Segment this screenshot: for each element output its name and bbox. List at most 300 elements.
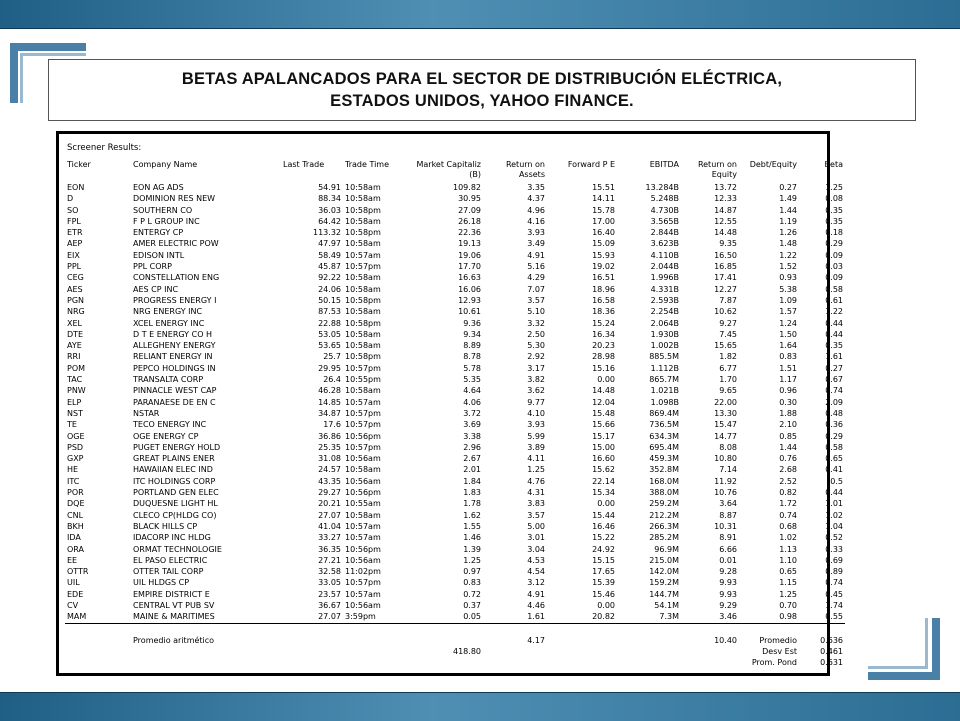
- cell-forward-pe: 16.34: [592, 329, 615, 339]
- cell-beta: 0.55: [825, 612, 843, 622]
- cell-beta: 0.65: [825, 454, 843, 464]
- cell-market-cap: 9.34: [463, 329, 481, 339]
- cell-trade-time: 10:55am: [345, 499, 381, 509]
- cell-forward-pe: 16.58: [592, 295, 615, 305]
- cell-ebitda: 2.064B: [650, 318, 679, 328]
- table-row: [65, 498, 845, 509]
- cell-roa: 4.31: [527, 488, 545, 498]
- cell-beta: 0.08: [825, 194, 843, 204]
- table-row: [65, 442, 845, 453]
- header-company[interactable]: Company Name: [133, 160, 198, 169]
- cell-roa: 5.99: [527, 431, 545, 441]
- cell-market-cap: 2.67: [463, 454, 481, 464]
- cell-trade-time: 10:58pm: [345, 295, 381, 305]
- cell-roa: 4.37: [527, 194, 545, 204]
- cell-company: UIL HLDGS CP: [133, 578, 190, 588]
- header-ebitda[interactable]: EBITDA: [649, 160, 679, 169]
- cell-roe: 7.14: [719, 465, 737, 475]
- cell-market-cap: 9.36: [463, 318, 481, 328]
- cell-ticker: RRI: [67, 352, 81, 362]
- cell-forward-pe: 24.92: [592, 544, 615, 554]
- cell-beta: 0.69: [825, 555, 843, 565]
- cell-debt-equity: 0.83: [779, 352, 797, 362]
- cell-last-trade: 33.27: [318, 533, 341, 543]
- cell-ticker: OTTR: [67, 567, 89, 577]
- cell-forward-pe: 15.24: [592, 318, 615, 328]
- cell-forward-pe: 15.16: [592, 363, 615, 373]
- cell-ticker: ELP: [67, 397, 82, 407]
- cell-last-trade: 88.34: [318, 194, 341, 204]
- header-debt-equity[interactable]: Debt/Equity: [749, 160, 797, 169]
- cell-trade-time: 3:59pm: [345, 612, 376, 622]
- cell-market-cap: 5.78: [463, 363, 481, 373]
- summary-stat-value: 0.631: [820, 658, 843, 668]
- cell-roe: 14.77: [714, 431, 737, 441]
- cell-last-trade: 43.35: [318, 476, 341, 486]
- cell-roe: 16.85: [714, 262, 737, 272]
- cell-company: PARANAESE DE EN C: [133, 397, 216, 407]
- cell-company: AES CP INC: [133, 284, 179, 294]
- cell-market-cap: 3.72: [463, 408, 481, 418]
- corner-bracket-bottom-right: [868, 666, 928, 669]
- cell-ticker: EE: [67, 555, 78, 565]
- cell-debt-equity: 1.15: [779, 578, 797, 588]
- cell-trade-time: 10:57am: [345, 589, 381, 599]
- cell-ebitda: 865.7M: [649, 375, 679, 385]
- cell-ticker: EON: [67, 183, 85, 192]
- summary-row-market-cap: [65, 646, 845, 657]
- cell-roe: 12.33: [714, 194, 737, 204]
- cell-ebitda: 869.4M: [649, 408, 679, 418]
- slide-title-box: [48, 59, 916, 121]
- cell-roa: 3.93: [527, 420, 545, 430]
- cell-forward-pe: 15.22: [592, 533, 615, 543]
- cell-roa: 5.16: [527, 262, 545, 272]
- cell-debt-equity: 0.68: [779, 521, 797, 531]
- cell-beta: 0.35: [825, 216, 843, 226]
- cell-market-cap: 30.95: [458, 194, 481, 204]
- cell-trade-time: 10:57pm: [345, 420, 381, 430]
- cell-last-trade: 33.05: [318, 578, 341, 588]
- cell-company: ORMAT TECHNOLOGIE: [133, 544, 222, 554]
- cell-debt-equity: 1.26: [779, 228, 797, 238]
- cell-debt-equity: 0.27: [779, 183, 797, 192]
- table-row: [65, 577, 845, 588]
- cell-ticker: FPL: [67, 216, 81, 226]
- cell-roa: 3.04: [527, 544, 545, 554]
- cell-roe: 8.91: [719, 533, 737, 543]
- cell-roa: 1.61: [527, 612, 545, 622]
- cell-last-trade: 17.6: [323, 420, 341, 430]
- cell-ticker: CEG: [67, 273, 84, 283]
- cell-roe: 9.29: [719, 600, 737, 610]
- cell-market-cap: 19.13: [458, 239, 481, 249]
- cell-company: XCEL ENERGY INC: [133, 318, 205, 328]
- cell-last-trade: 23.57: [318, 589, 341, 599]
- cell-debt-equity: 1.24: [779, 318, 797, 328]
- cell-company: RELIANT ENERGY IN: [133, 352, 213, 362]
- cell-forward-pe: 14.48: [592, 386, 615, 396]
- cell-market-cap: 0.05: [463, 612, 481, 622]
- cell-beta: 1.22: [825, 307, 843, 317]
- cell-debt-equity: 0.76: [779, 454, 797, 464]
- cell-roe: 7.45: [719, 329, 737, 339]
- cell-forward-pe: 17.65: [592, 567, 615, 577]
- cell-ticker: CNL: [67, 510, 84, 520]
- cell-roa: 3.35: [527, 183, 545, 192]
- cell-trade-time: 10:58am: [345, 273, 381, 283]
- table-row: [65, 363, 845, 374]
- cell-last-trade: 36.35: [318, 544, 341, 554]
- table-header-row: [65, 160, 845, 182]
- table-row: [65, 555, 845, 566]
- cell-beta: 0.5: [830, 476, 843, 486]
- cell-roa: 4.16: [527, 216, 545, 226]
- cell-beta: 0.33: [825, 544, 843, 554]
- cell-debt-equity: 1.49: [779, 194, 797, 204]
- cell-roa: 3.83: [527, 499, 545, 509]
- cell-roa: 3.57: [527, 295, 545, 305]
- cell-trade-time: 10:56am: [345, 555, 381, 565]
- cell-debt-equity: 1.48: [779, 239, 797, 249]
- cell-company: DUQUESNE LIGHT HL: [133, 499, 218, 509]
- cell-market-cap: 1.39: [463, 544, 481, 554]
- cell-company: EON AG ADS: [133, 183, 184, 192]
- cell-trade-time: 10:56pm: [345, 431, 381, 441]
- cell-market-cap: 0.83: [463, 578, 481, 588]
- cell-roa: 3.17: [527, 363, 545, 373]
- cell-beta: 0.35: [825, 341, 843, 351]
- cell-forward-pe: 20.23: [592, 341, 615, 351]
- cell-ebitda: 144.7M: [649, 589, 679, 599]
- cell-company: PROGRESS ENERGY I: [133, 295, 217, 305]
- table-row: [65, 544, 845, 555]
- cell-roe: 13.30: [714, 408, 737, 418]
- cell-ebitda: 142.0M: [649, 567, 679, 577]
- cell-ebitda: 212.2M: [649, 510, 679, 520]
- cell-market-cap: 17.70: [458, 262, 481, 272]
- cell-ebitda: 352.8M: [649, 465, 679, 475]
- cell-trade-time: 11:02pm: [345, 567, 381, 577]
- cell-company: CONSTELLATION ENG: [133, 273, 220, 283]
- cell-roa: 4.46: [527, 600, 545, 610]
- cell-roe: 6.66: [719, 544, 737, 554]
- cell-ticker: D: [67, 194, 74, 204]
- cell-debt-equity: 1.25: [779, 589, 797, 599]
- screener-table: [65, 160, 845, 669]
- cell-roe: 9.28: [719, 567, 737, 577]
- cell-beta: 0.18: [825, 228, 843, 238]
- cell-roe: 14.87: [714, 205, 737, 215]
- table-row: [65, 295, 845, 306]
- cell-ebitda: 285.2M: [649, 533, 679, 543]
- cell-ticker: EIX: [67, 250, 80, 260]
- cell-trade-time: 10:58am: [345, 465, 381, 475]
- cell-market-cap: 26.18: [458, 216, 481, 226]
- cell-roe: 7.87: [719, 295, 737, 305]
- cell-last-trade: 64.42: [318, 216, 341, 226]
- table-row: [65, 306, 845, 317]
- cell-last-trade: 58.49: [318, 250, 341, 260]
- cell-company: CLECO CP(HLDG CO): [133, 510, 217, 520]
- cell-beta: 0.09: [825, 250, 843, 260]
- cell-beta: 0.03: [825, 262, 843, 272]
- cell-market-cap: 3.69: [463, 420, 481, 430]
- cell-market-cap: 0.97: [463, 567, 481, 577]
- table-row: [65, 340, 845, 351]
- cell-ticker: TE: [67, 420, 77, 430]
- cell-company: EMPIRE DISTRICT E: [133, 589, 210, 599]
- header-forward-pe[interactable]: Forward P E: [567, 160, 615, 169]
- cell-ticker: TAC: [67, 375, 83, 385]
- cell-roe: 10.76: [714, 488, 737, 498]
- corner-bracket-top-left: [20, 53, 23, 103]
- cell-ticker: MAM: [67, 612, 87, 622]
- cell-roa: 4.53: [527, 555, 545, 565]
- cell-forward-pe: 12.04: [592, 397, 615, 407]
- cell-roe: 9.65: [719, 386, 737, 396]
- summary-stat-value: 0.636: [820, 635, 843, 645]
- cell-ticker: PPL: [67, 262, 82, 272]
- cell-beta: 0.09: [825, 273, 843, 283]
- cell-beta: 0.27: [825, 363, 843, 373]
- header-beta[interactable]: Beta: [824, 160, 843, 169]
- corner-bracket-bottom-right: [868, 672, 940, 680]
- table-row: [65, 464, 845, 475]
- cell-ticker: UIL: [67, 578, 80, 588]
- cell-roa: 4.29: [527, 273, 545, 283]
- cell-forward-pe: 16.40: [592, 228, 615, 238]
- cell-beta: 0.44: [825, 329, 843, 339]
- cell-ebitda: 2.844B: [650, 228, 679, 238]
- cell-forward-pe: 15.15: [592, 555, 615, 565]
- cell-ebitda: 259.2M: [649, 499, 679, 509]
- cell-last-trade: 25.7: [323, 352, 341, 362]
- header-trade-time[interactable]: Trade Time: [345, 160, 390, 169]
- slide-title-line-1: BETAS APALANCADOS PARA EL SECTOR DE DISTRIBUCIÓN ELÉCTRICA,: [181, 70, 783, 88]
- cell-roe: 8.08: [719, 442, 737, 452]
- cell-company: HAWAIIAN ELEC IND: [133, 465, 213, 475]
- cell-company: ITC HOLDINGS CORP: [133, 476, 216, 486]
- screener-label: Screener Results:: [67, 143, 142, 153]
- cell-trade-time: 10:58am: [345, 216, 381, 226]
- cell-last-trade: 46.28: [318, 386, 341, 396]
- cell-beta: 0.44: [825, 488, 843, 498]
- cell-forward-pe: 16.46: [592, 521, 615, 531]
- cell-roe: 0.01: [719, 555, 737, 565]
- cell-ticker: POR: [67, 488, 84, 498]
- cell-trade-time: 10:58am: [345, 510, 381, 520]
- bottom-banner: [0, 692, 960, 721]
- cell-roa: 4.91: [527, 589, 545, 599]
- cell-roa: 5.10: [527, 307, 545, 317]
- table-row: [65, 589, 845, 600]
- header-market-cap[interactable]: Market Capitaliz (B): [416, 160, 481, 179]
- table-row: [65, 216, 845, 227]
- cell-company: ENTERGY CP: [133, 228, 184, 238]
- cell-last-trade: 36.67: [318, 600, 341, 610]
- cell-ebitda: 13.284B: [645, 183, 679, 192]
- cell-ebitda: 2.254B: [650, 307, 679, 317]
- cell-market-cap: 1.62: [463, 510, 481, 520]
- cell-trade-time: 10:58pm: [345, 205, 381, 215]
- cell-roe: 15.65: [714, 341, 737, 351]
- cell-trade-time: 10:57pm: [345, 363, 381, 373]
- cell-ticker: ETR: [67, 228, 83, 238]
- cell-last-trade: 20.21: [318, 499, 341, 509]
- cell-last-trade: 27.07: [318, 612, 341, 622]
- cell-company: SOUTHERN CO: [133, 205, 193, 215]
- cell-roe: 11.92: [714, 476, 737, 486]
- header-last-trade[interactable]: Last Trade: [283, 160, 325, 169]
- cell-company: TECO ENERGY INC: [133, 420, 207, 430]
- cell-roe: 1.82: [719, 352, 737, 362]
- cell-last-trade: 92.22: [318, 273, 341, 283]
- cell-beta: 0.89: [825, 567, 843, 577]
- header-roa[interactable]: Return on Assets: [505, 160, 545, 179]
- cell-last-trade: 53.65: [318, 341, 341, 351]
- corner-bracket-bottom-right: [932, 618, 940, 680]
- cell-ebitda: 215.0M: [649, 555, 679, 565]
- cell-ticker: NRG: [67, 307, 85, 317]
- cell-market-cap: 0.37: [463, 600, 481, 610]
- cell-roe: 12.27: [714, 284, 737, 294]
- cell-forward-pe: 15.17: [592, 431, 615, 441]
- cell-ticker: GXP: [67, 454, 84, 464]
- cell-last-trade: 24.57: [318, 465, 341, 475]
- cell-last-trade: 31.08: [318, 454, 341, 464]
- cell-trade-time: 10:57am: [345, 521, 381, 531]
- summary-roe-avg: 10.40: [714, 635, 737, 645]
- cell-debt-equity: 1.09: [779, 295, 797, 305]
- table-row: [65, 600, 845, 611]
- cell-debt-equity: 0.30: [779, 397, 797, 407]
- cell-roe: 15.47: [714, 420, 737, 430]
- cell-ticker: IDA: [67, 533, 81, 543]
- cell-ticker: EDE: [67, 589, 84, 599]
- table-row: [65, 238, 845, 249]
- cell-trade-time: 10:57am: [345, 397, 381, 407]
- cell-company: BLACK HILLS CP: [133, 521, 198, 531]
- cell-roe: 9.35: [719, 239, 737, 249]
- cell-forward-pe: 0.00: [597, 499, 615, 509]
- cell-debt-equity: 0.70: [779, 600, 797, 610]
- cell-roa: 4.54: [527, 567, 545, 577]
- cell-roe: 12.55: [714, 216, 737, 226]
- cell-last-trade: 45.87: [318, 262, 341, 272]
- cell-company: F P L GROUP INC: [133, 216, 200, 226]
- cell-trade-time: 10:58pm: [345, 318, 381, 328]
- cell-forward-pe: 18.36: [592, 307, 615, 317]
- cell-beta: 0.36: [825, 420, 843, 430]
- table-row: [65, 205, 845, 216]
- cell-forward-pe: 16.60: [592, 454, 615, 464]
- cell-ebitda: 1.996B: [650, 273, 679, 283]
- cell-beta: 0.58: [825, 442, 843, 452]
- cell-roa: 3.93: [527, 228, 545, 238]
- cell-ticker: DTE: [67, 329, 84, 339]
- cell-debt-equity: 1.50: [779, 329, 797, 339]
- cell-debt-equity: 1.02: [779, 533, 797, 543]
- cell-roe: 13.72: [714, 183, 737, 192]
- cell-company: MAINE & MARITIMES: [133, 612, 215, 622]
- corner-bracket-top-left: [10, 43, 18, 103]
- cell-trade-time: 10:56am: [345, 476, 381, 486]
- cell-forward-pe: 15.44: [592, 510, 615, 520]
- header-roe[interactable]: Return on Equity: [697, 160, 737, 179]
- cell-debt-equity: 0.93: [779, 273, 797, 283]
- cell-last-trade: 27.07: [318, 510, 341, 520]
- cell-last-trade: 14.85: [318, 397, 341, 407]
- cell-roa: 7.07: [527, 284, 545, 294]
- cell-beta: 0.58: [825, 284, 843, 294]
- cell-market-cap: 109.82: [453, 183, 481, 192]
- table-row: [65, 329, 845, 340]
- cell-ticker: ORA: [67, 544, 85, 554]
- cell-roa: 3.01: [527, 533, 545, 543]
- cell-debt-equity: 1.52: [779, 262, 797, 272]
- table-row: [65, 261, 845, 272]
- summary-row-pond: [65, 657, 845, 668]
- cell-roe: 10.80: [714, 454, 737, 464]
- cell-market-cap: 3.38: [463, 431, 481, 441]
- cell-last-trade: 36.86: [318, 431, 341, 441]
- header-ticker[interactable]: Ticker: [67, 160, 91, 169]
- cell-roe: 1.70: [719, 375, 737, 385]
- cell-market-cap: 12.93: [458, 295, 481, 305]
- cell-company: EDISON INTL: [133, 250, 185, 260]
- cell-trade-time: 10:55pm: [345, 375, 381, 385]
- cell-ebitda: 1.112B: [650, 363, 679, 373]
- cell-roa: 4.11: [527, 454, 545, 464]
- cell-roa: 3.57: [527, 510, 545, 520]
- cell-forward-pe: 20.82: [592, 612, 615, 622]
- corner-bracket-top-left: [20, 53, 86, 56]
- cell-debt-equity: 0.98: [779, 612, 797, 622]
- cell-roe: 10.31: [714, 521, 737, 531]
- cell-beta: 0.48: [825, 408, 843, 418]
- table-row: [65, 408, 845, 419]
- cell-roe: 17.41: [714, 273, 737, 283]
- cell-company: OTTER TAIL CORP: [133, 567, 204, 577]
- cell-trade-time: 10:56am: [345, 600, 381, 610]
- cell-trade-time: 10:56am: [345, 454, 381, 464]
- cell-beta: 0.29: [825, 431, 843, 441]
- corner-bracket-top-left: [10, 43, 86, 51]
- cell-roe: 3.64: [719, 499, 737, 509]
- cell-forward-pe: 15.51: [592, 183, 615, 192]
- cell-ebitda: 54.1M: [654, 600, 679, 610]
- cell-last-trade: 29.27: [318, 488, 341, 498]
- cell-trade-time: 10:56pm: [345, 488, 381, 498]
- cell-market-cap: 10.61: [458, 307, 481, 317]
- cell-beta: 1.04: [825, 521, 843, 531]
- summary-market-cap-total: 418.80: [453, 647, 481, 657]
- cell-debt-equity: 0.82: [779, 488, 797, 498]
- cell-market-cap: 0.72: [463, 589, 481, 599]
- cell-market-cap: 2.01: [463, 465, 481, 475]
- cell-forward-pe: 15.34: [592, 488, 615, 498]
- cell-roa: 5.00: [527, 521, 545, 531]
- cell-ebitda: 885.5M: [649, 352, 679, 362]
- cell-trade-time: 10:58am: [345, 386, 381, 396]
- cell-ticker: PSD: [67, 442, 84, 452]
- cell-market-cap: 2.96: [463, 442, 481, 452]
- cell-ebitda: 96.9M: [654, 544, 679, 554]
- cell-ticker: OGE: [67, 431, 85, 441]
- cell-debt-equity: 2.68: [779, 465, 797, 475]
- cell-market-cap: 19.06: [458, 250, 481, 260]
